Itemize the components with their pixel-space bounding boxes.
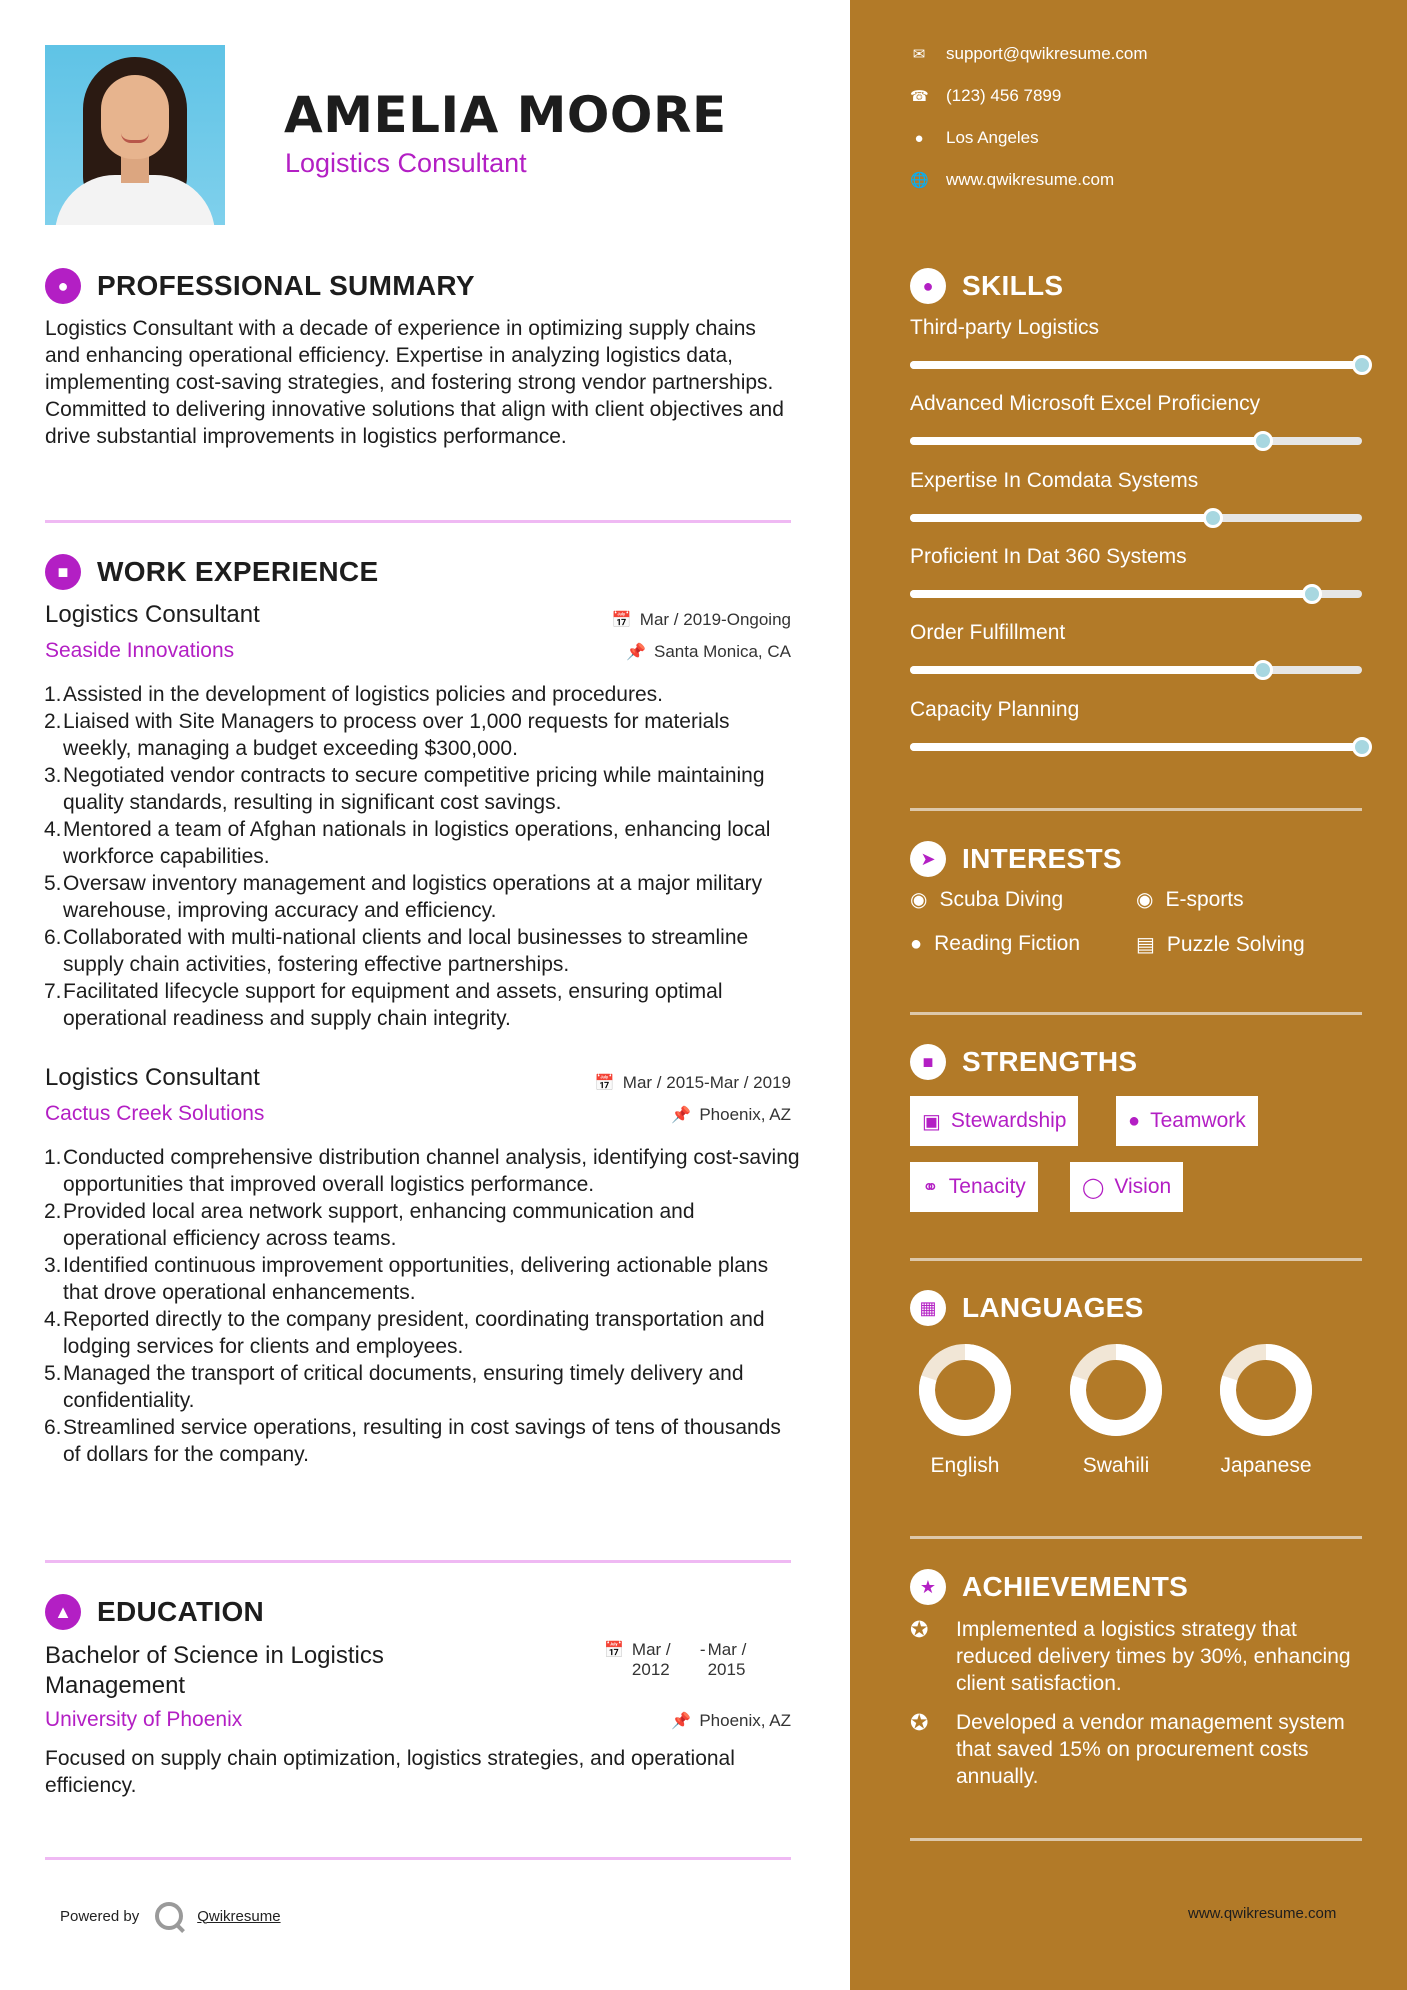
contact-website[interactable]: 🌐 www.qwikresume.com <box>910 170 1115 189</box>
skill-name: Expertise In Comdata Systems <box>910 469 1199 492</box>
education-title: EDUCATION <box>97 1596 265 1627</box>
skill-bar <box>910 514 1362 522</box>
education-dates: 📅 Mar / 2012 - Mar / 2015 <box>604 1640 770 1680</box>
skill-name: Advanced Microsoft Excel Proficiency <box>910 392 1261 415</box>
pin-icon: 📌 <box>671 1713 692 1730</box>
contact-location: ● Los Angeles <box>910 128 1039 148</box>
summary-heading <box>45 268 475 304</box>
powered-by <box>60 1902 281 1930</box>
link-icon: ⚭ <box>922 1176 939 1199</box>
skill-level-knob <box>1352 737 1372 757</box>
job-title: Logistics Consultant <box>45 1064 260 1091</box>
powered-by-label: Powered by <box>60 1907 140 1925</box>
gamepad-icon: ● <box>910 932 923 955</box>
list-item: 6. Collaborated with multi-national clients and local businesses to streamline supply chain activities, fostering effective partnerships. <box>44 926 749 976</box>
list-item: 5. Managed the transport of critical documents, ensuring timely delivery and confidentiality. <box>44 1362 744 1412</box>
globe-icon: 🌐 <box>910 172 929 189</box>
chair-icon: ■ <box>45 554 81 590</box>
list-item: 1. Conducted comprehensive distribution channel analysis, identifying cost-saving opportunities that improved overall logistics performance. <box>44 1146 800 1196</box>
skill-bar <box>910 743 1362 751</box>
language-item <box>1201 1340 1331 1478</box>
divider <box>45 1560 791 1563</box>
skill-bar <box>910 590 1362 598</box>
interest-item: ◉ E-sports <box>1136 887 1244 911</box>
language-name: Japanese <box>1220 1454 1312 1477</box>
strength-badge: ● Teamwork <box>1116 1096 1258 1146</box>
envelope-icon: ✉ <box>912 46 926 63</box>
skill-bar <box>910 666 1362 674</box>
phone-icon: ☎ <box>910 88 929 105</box>
interest-item: ● Reading Fiction <box>910 932 1081 955</box>
strengths-title: STRENGTHS <box>962 1046 1138 1077</box>
shooting-star-icon: ✪ <box>910 1710 929 1735</box>
skill-name: Third-party Logistics <box>910 316 1100 339</box>
strength-badge: ⚭ Tenacity <box>910 1162 1038 1212</box>
divider <box>910 1012 1362 1015</box>
divider <box>910 1838 1362 1841</box>
languages-title: LANGUAGES <box>962 1292 1144 1323</box>
job-duties-list <box>44 681 803 1032</box>
divider <box>910 808 1362 811</box>
list-item: 4. Mentored a team of Afghan nationals in logistics operations, enhancing local workforce capabilities. <box>44 818 771 868</box>
summary-title: PROFESSIONAL SUMMARY <box>97 270 475 301</box>
contact-email[interactable]: ✉ support@qwikresume.com <box>910 44 1148 64</box>
candidate-role: Logistics Consultant <box>285 148 527 178</box>
summary-text: Logistics Consultant with a decade of experience in optimizing supply chains and enhancing operational efficiency. Expertise in analyzing logistics data, implementing cost-saving strategies, and fostering strong vendor partnerships. Committed to delivering innovative solutions that align with client objectives and drive substantial improvements in logistics performance. <box>45 317 784 448</box>
job-duties-list <box>44 1144 803 1468</box>
job-dates: 📅 Mar / 2015-Mar / 2019 <box>594 1073 791 1092</box>
list-item: 2. Provided local area network support, enhancing communication and operational efficiency across teams. <box>44 1200 695 1250</box>
interest-item: ▤ Puzzle Solving <box>1136 932 1305 956</box>
strengths-heading <box>910 1044 1137 1080</box>
achievement-item: ✪ Implemented a logistics strategy that reduced delivery times by 30%, enhancing client satisfaction. <box>910 1617 1351 1695</box>
language-name: English <box>930 1454 1000 1477</box>
profile-photo <box>45 45 225 225</box>
list-item: 3. Negotiated vendor contracts to secure competitive pricing while maintaining quality standards, resulting in significant cost savings. <box>44 764 765 814</box>
calendar-icon: 📅 <box>611 612 632 629</box>
job-company: Cactus Creek Solutions <box>45 1102 265 1125</box>
calendar-icon: 📅 <box>604 1642 624 1659</box>
qwikresume-logo-icon <box>155 1902 183 1930</box>
contact-phone[interactable]: ☎ (123) 456 7899 <box>910 86 1062 105</box>
skill-level-knob <box>1253 431 1273 451</box>
map-pin-icon: ● <box>914 129 924 147</box>
language-donut <box>1066 1340 1166 1440</box>
job-dates: 📅 Mar / 2019-Ongoing <box>611 610 791 629</box>
book-icon: ▤ <box>1136 934 1155 956</box>
lifebuoy-icon: ◉ <box>910 889 928 911</box>
language-item <box>1051 1340 1181 1478</box>
strength-badge: ▣ Stewardship <box>910 1096 1078 1146</box>
divider <box>910 1258 1362 1261</box>
divider <box>45 1857 791 1860</box>
skill-level-knob <box>1253 660 1273 680</box>
candidate-name: AMELIA MOORE <box>284 86 727 144</box>
skills-heading <box>910 268 1063 304</box>
list-item: 5. Oversaw inventory management and logistics operations at a major military warehouse, improving accuracy and efficiency. <box>44 872 763 922</box>
pin-icon: 📌 <box>626 644 646 661</box>
education-description: Focused on supply chain optimization, logistics strategies, and operational efficiency. <box>45 1747 735 1797</box>
language-icon: ▦ <box>910 1290 946 1326</box>
languages-heading <box>910 1290 1144 1326</box>
paper-plane-icon: ➤ <box>910 841 946 877</box>
skill-name: Proficient In Dat 360 Systems <box>910 545 1187 568</box>
briefcase-icon: ▣ <box>922 1110 941 1133</box>
pin-icon: 📌 <box>671 1107 692 1124</box>
interests-heading <box>910 841 1122 877</box>
achievements-title: ACHIEVEMENTS <box>962 1571 1189 1602</box>
school-name: University of Phoenix <box>45 1708 243 1731</box>
strength-badge: ◯ Vision <box>1070 1162 1183 1212</box>
skill-name: Order Fulfillment <box>910 621 1066 644</box>
job-location: 📌 Santa Monica, CA <box>626 642 791 661</box>
user-icon: ● <box>45 268 81 304</box>
binoculars-icon: ◯ <box>1082 1176 1105 1199</box>
job-title: Logistics Consultant <box>45 601 260 628</box>
school-location: 📌 Phoenix, AZ <box>671 1711 791 1730</box>
divider <box>45 520 791 523</box>
language-donut <box>1216 1340 1316 1440</box>
education-start: Mar / 2012 <box>631 1640 671 1679</box>
degree-title: Bachelor of Science in Logistics Management <box>45 1642 384 1699</box>
qwikresume-link[interactable]: Qwikresume <box>197 1907 281 1925</box>
job-location: 📌 Phoenix, AZ <box>671 1105 791 1124</box>
graduate-icon: ▲ <box>45 1594 81 1630</box>
skill-level-knob <box>1302 584 1322 604</box>
education-end: Mar / 2015 <box>707 1640 747 1679</box>
lifebuoy-icon: ◉ <box>1136 889 1154 911</box>
language-item <box>900 1340 1030 1478</box>
job-company: Seaside Innovations <box>45 639 235 662</box>
lightbulb-icon: ● <box>910 268 946 304</box>
interests-title: INTERESTS <box>962 843 1122 874</box>
skills-title: SKILLS <box>962 270 1064 301</box>
list-item: 4. Reported directly to the company president, coordinating transportation and lodging services for clients and employees. <box>44 1308 765 1358</box>
list-item: 1. Assisted in the development of logistics policies and procedures. <box>44 683 663 706</box>
list-item: 6. Streamlined service operations, resulting in cost savings of tens of thousands of dollars for the company. <box>44 1416 781 1466</box>
skill-level-knob <box>1203 508 1223 528</box>
sidebar <box>850 0 1407 1990</box>
fist-icon: ■ <box>910 1044 946 1080</box>
list-item: 7. Facilitated lifecycle support for equipment and assets, ensuring optimal operational readiness and supply chain integrity. <box>44 980 723 1030</box>
calendar-icon: 📅 <box>594 1075 615 1092</box>
interest-item: ◉ Scuba Diving <box>910 887 1064 911</box>
star-icon: ★ <box>910 1569 946 1605</box>
footer-website[interactable]: www.qwikresume.com <box>1188 1905 1337 1922</box>
users-icon: ● <box>1128 1109 1141 1132</box>
work-heading <box>45 554 378 590</box>
skill-name: Capacity Planning <box>910 698 1080 721</box>
education-heading <box>45 1594 264 1630</box>
list-item: 2. Liaised with Site Managers to process over 1,000 requests for materials weekly, managing a budget exceeding $300,000. <box>44 710 730 760</box>
divider <box>910 1536 1362 1539</box>
language-name: Swahili <box>1082 1454 1150 1477</box>
list-item: 3. Identified continuous improvement opportunities, delivering actionable plans that drove operational enhancements. <box>44 1254 769 1304</box>
achievements-heading <box>910 1569 1188 1605</box>
achievement-item: ✪ Developed a vendor management system that saved 15% on procurement costs annually. <box>910 1710 1345 1788</box>
skill-level-knob <box>1352 355 1372 375</box>
work-title: WORK EXPERIENCE <box>97 556 379 587</box>
shooting-star-icon: ✪ <box>910 1617 929 1642</box>
skill-bar <box>910 361 1362 369</box>
language-donut <box>915 1340 1015 1440</box>
skill-bar <box>910 437 1362 445</box>
